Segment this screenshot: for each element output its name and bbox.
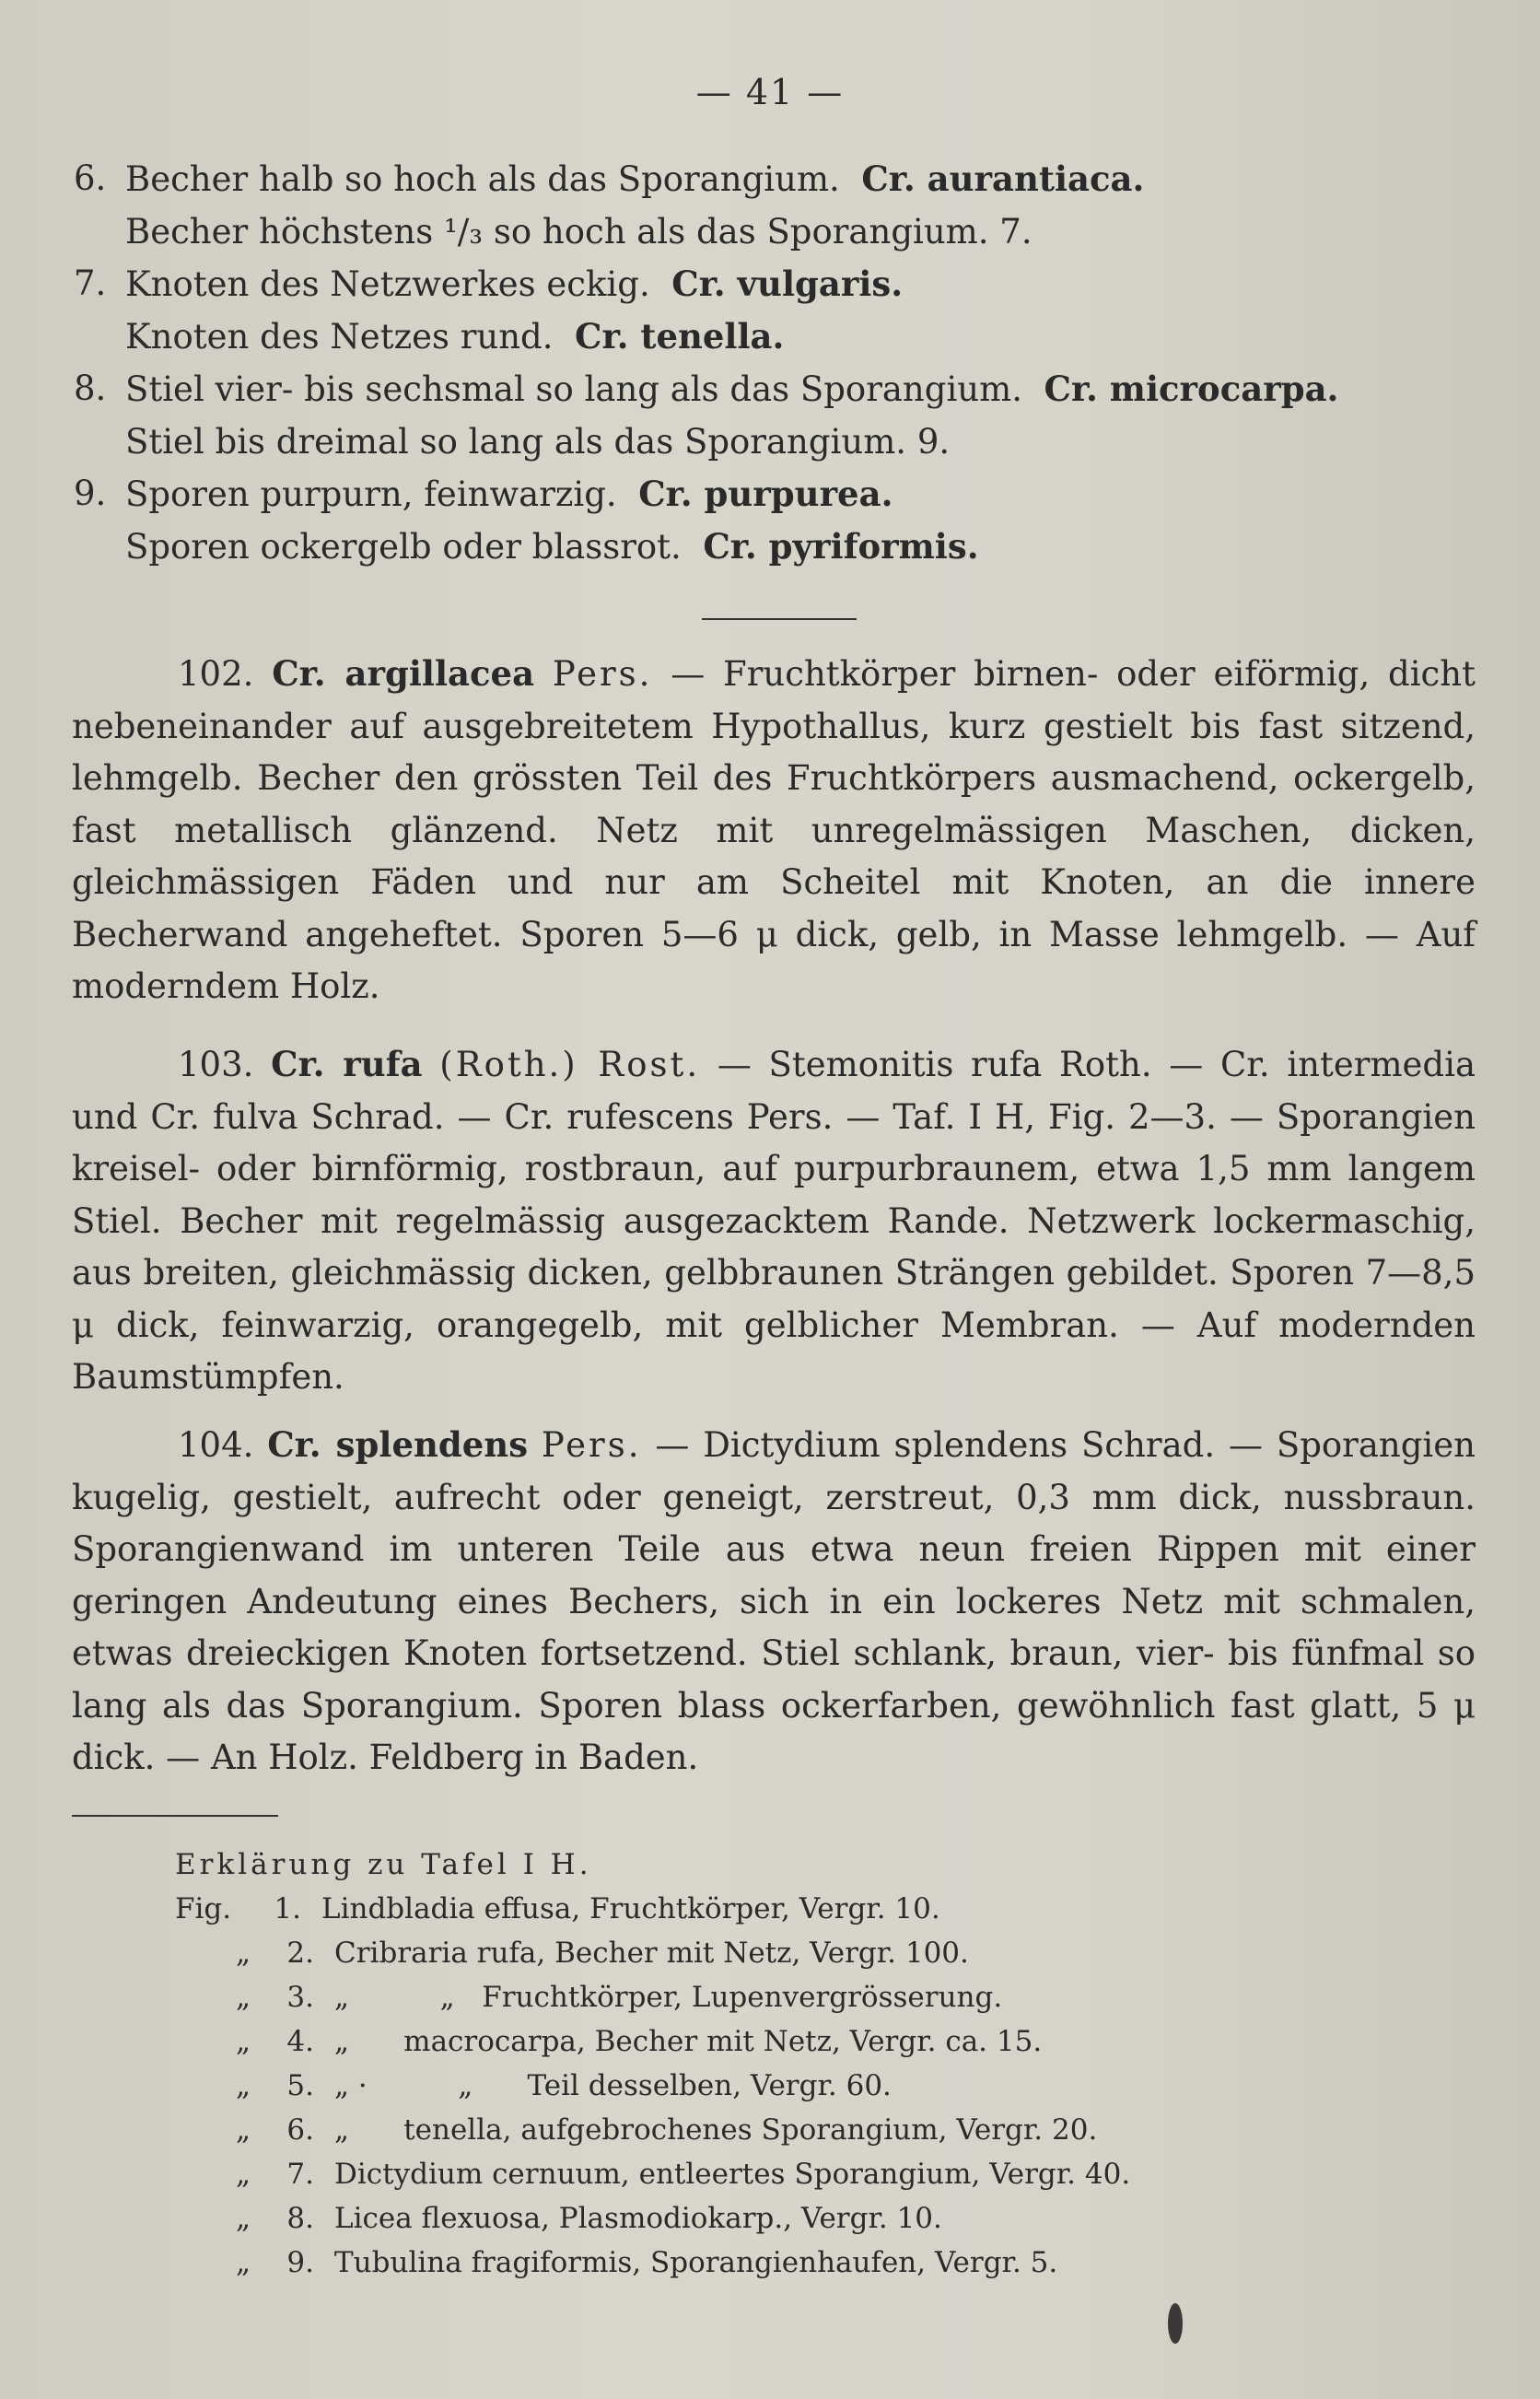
species-description: — Stemonitis rufa Roth. — Cr. intermedia und Cr. fulva Schrad. — Cr. rufescens Pers. — Taf. I H, Fig. 2—3. — Sporangien kreisel- oder birnförmig, rostbraun, auf purpurbraunem, etwa 1,5 mm langem Stiel. Becher mit regelmässig ausgezacktem Rande. Netzwerk lockermaschig, aus breiten, gleichmässig dicken, gelbbraunen Strängen gebildet. Sporen 7—8,5 μ dick, feinwarzig, orangegelb, mit gelblicher Membran. — Auf modernden Baumstümpfen. [72,1045,1476,1397]
species-author: Pers. [541,1425,642,1465]
legend-row: Fig. 1. Lindbladia effusa, Fruchtkörper, Vergr. 10. [175,1892,940,1925]
species-description: — Fruchtkörper birnen- oder eiförmig, dicht nebeneinander auf ausgebreitetem Hypothallus, kurz gestielt bis fast sitzend, lehmgelb. Becher den grössten Teil des Fruchtkörpers ausmachend, ockergelb, fast metallisch glänzend. Netz mit unregelmässigen Maschen, dicken, gleichmässigen Fäden und nur am Scheitel mit Knoten, an die innere Becherwand angeheftet. Sporen 5—6 μ dick, gelb, in Masse lehmgelb. — Auf moderndem Holz. [72,654,1476,1006]
species-author: (Roth.) Rost. [439,1045,701,1084]
species-name: Cr. purpurea. [638,474,893,514]
species-name: Cr. rufa [271,1044,423,1084]
species-name: Cr. aurantiaca. [861,158,1145,199]
section-divider [702,618,857,620]
species-name: Cr. vulgaris. [671,263,904,304]
plate-legend-title: Erklärung zu Tafel I H. [175,1848,592,1881]
species-entry-102: 102. Cr. argillacea Pers. — Fruchtkörper birnen- oder eiförmig, dicht nebeneinander auf ausgebreitetem Hypothallus, kurz gestielt bis fast sitzend, lehmgelb. Becher den grössten Teil des Fruchtkörpers ausmachend, ockergelb, fast metallisch glänzend. Netz mit unregelmässigen Maschen, dicken, gleichmässigen Fäden und nur am Scheitel mit Knoten, an die innere Becherwand angeheftet. Sporen 5—6 μ dick, gelb, in Masse lehmgelb. — Auf moderndem Holz. [72,653,1476,1006]
species-name: Cr. argillacea [272,653,535,694]
species-entry-103: 103. Cr. rufa (Roth.) Rost. — Stemonitis rufa Roth. — Cr. intermedia und Cr. fulva Schrad. — Cr. rufescens Pers. — Taf. I H, Fig. 2—3. — Sporangien kreisel- oder birnförmig, rostbraun, auf purpurbraunem, etwa 1,5 mm langem Stiel. Becher mit regelmässig ausgezacktem Rande. Netzwerk lockermaschig, aus breiten, gleichmässig dicken, gelbbraunen Strängen gebildet. Sporen 7—8,5 μ dick, feinwarzig, orangegelb, mit gelblicher Membran. — Auf modernden Baumstümpfen. [72,1044,1476,1397]
key-row: 7. Knoten des Netzwerkes eckig. Cr. vulgaris. [74,263,904,304]
species-name: Cr. tenella. [575,316,785,357]
legend-row: „ 6. „ tenella, aufgebrochenes Sporangium, Vergr. 20. [235,2113,1098,2147]
species-name: Cr. microcarpa. [1044,369,1339,409]
plate-legend [175,1843,1280,2285]
key-row: Knoten des Netzes rund. Cr. tenella. [125,316,785,357]
key-row: Becher höchstens ¹/₃ so hoch als das Sporangium. 7. [125,212,1032,252]
key-row: Sporen ockergelb oder blassrot. Cr. pyriformis. [125,526,979,567]
footnote-rule [72,1815,278,1817]
species-name: Cr. splendens [267,1424,529,1465]
key-row: Stiel bis dreimal so lang als das Sporangium. 9. [125,422,951,462]
legend-row: „ 3. „ „ Fruchtkörper, Lupenvergrösserung. [235,1981,1003,2014]
legend-row: „ 7. Dictydium cernuum, entleertes Sporangium, Vergr. 40. [235,2158,1131,2191]
legend-row: „ 2. Cribraria rufa, Becher mit Netz, Vergr. 100. [235,1937,969,1970]
species-description: — Dictydium splendens Schrad. — Sporangien kugelig, gestielt, aufrecht oder geneigt, zerstreut, 0,3 mm dick, nussbraun. Sporangienwand im unteren Teile aus etwa neun freien Rippen mit einer geringen Andeutung eines Bechers, sich in ein lockeres Netz mit schmalen, etwas dreieckigen Knoten fortsetzend. Stiel schlank, braun, vier- bis fünfmal so lang als das Sporangium. Sporen blass ockerfarben, gewöhnlich fast glatt, 5 μ dick. — An Holz. Feldberg in Baden. [72,1425,1476,1777]
legend-row: „ 4. „ macrocarpa, Becher mit Netz, Vergr. ca. 15. [235,2025,1043,2058]
key-row: 6. Becher halb so hoch als das Sporangium. Cr. aurantiaca. [74,158,1145,199]
species-entry-104: 104. Cr. splendens Pers. — Dictydium splendens Schrad. — Sporangien kugelig, gestielt, aufrecht oder geneigt, zerstreut, 0,3 mm dick, nussbraun. Sporangienwand im unteren Teile aus etwa neun freien Rippen mit einer geringen Andeutung eines Bechers, sich in ein lockeres Netz mit schmalen, etwas dreieckigen Knoten fortsetzend. Stiel schlank, braun, vier- bis fünfmal so lang als das Sporangium. Sporen blass ockerfarben, gewöhnlich fast glatt, 5 μ dick. — An Holz. Feldberg in Baden. [72,1424,1476,1777]
legend-row: „ 9. Tubulina fragiformis, Sporangienhaufen, Vergr. 5. [235,2246,1058,2279]
key-row: 8. Stiel vier- bis sechsmal so lang als das Sporangium. Cr. microcarpa. [74,369,1339,409]
page-number: — 41 — [695,72,845,112]
ink-smudge [1168,2303,1183,2344]
identification-key [74,153,1492,573]
species-name: Cr. pyriformis. [703,526,979,567]
legend-row: „ 5. „ · „ Teil desselben, Vergr. 60. [235,2069,892,2102]
species-author: Pers. [552,654,653,694]
legend-row: „ 8. Licea flexuosa, Plasmodiokarp., Vergr. 10. [235,2202,942,2235]
key-row: 9. Sporen purpurn, feinwarzig. Cr. purpurea. [74,474,893,514]
